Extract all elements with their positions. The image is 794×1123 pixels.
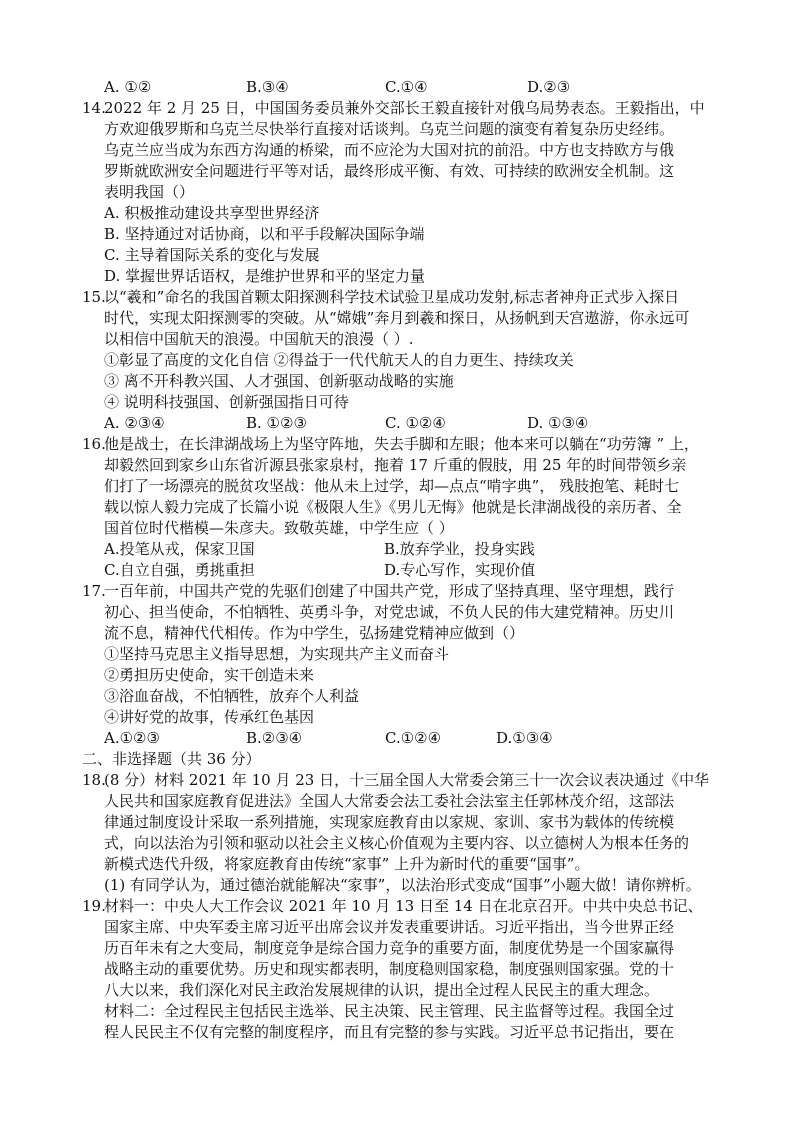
section-heading: 二、非选择题（共 36 分） (82, 750, 261, 768)
q15-option-a[interactable]: A. ②③④ (104, 414, 165, 432)
q13-option-b[interactable]: B.③④ (246, 78, 289, 96)
q16-stem-line: 国首位时代楷模—朱彦夫。致敬英雄，中学生应（ ） (104, 519, 454, 537)
q14-option-c[interactable]: C. 主导着国际关系的变化与发展 (104, 246, 320, 264)
q15-option-d[interactable]: D. ①③④ (527, 414, 589, 432)
q15-options (0, 413, 794, 433)
q13-option-d[interactable]: D.②③ (527, 78, 571, 96)
q14-stem-line: 乌克兰应当成为东西方沟通的桥梁，而不应沦为大国对抗的前沿。中方也支持欧方与俄 (104, 141, 675, 159)
q17-statement: ④讲好党的故事，传承红色基因 (104, 708, 315, 726)
q18-number: 18. (82, 771, 106, 789)
q19-stem-line: 程人民民主不仅有完整的制度程序，而且有完整的参与实践。习近平总书记指出，要在 (104, 1023, 675, 1041)
q18-subquestion: (1) 有同学认为，通过德治就能解决“家事”，以法治形式变成“国事”小题大做！请你辨析。 (104, 876, 701, 894)
q19-stem-line: 材料二：全过程民主包括民主选举、民主决策、民主管理、民主监督等过程。我国全过 (104, 1002, 675, 1020)
q17-statement: ①坚持马克思主义指导思想，为实现共产主义而奋斗 (104, 645, 450, 663)
q15-stem-line: 以相信中国航天的浪漫。中国航天的浪漫（ ）. (104, 330, 414, 348)
q16-stem-line: 们打了一场漂亮的脱贫攻坚战：他从未上过学，却—点点“啃字典”， 残肢抱笔、耗时七 (104, 477, 680, 495)
q17-stem-line: 一百年前，中国共产党的先驱们创建了中国共产党，形成了坚持真理、坚守理想，践行 (104, 582, 675, 600)
q15-statement: ③ 离不开科教兴国、人才强国、创新驱动战略的实施 (104, 372, 454, 390)
q13-options (0, 77, 794, 97)
q13-option-c[interactable]: C.①④ (385, 78, 428, 96)
q15-option-b[interactable]: B. ①②③ (246, 414, 307, 432)
q14-stem-line: 方欢迎俄罗斯和乌克兰尽快举行直接对话谈判。乌克兰问题的演变有着复杂历史经纬。 (104, 120, 675, 138)
q16-option-b[interactable]: B.放弃学业，投身实践 (384, 540, 535, 558)
q16-option-d[interactable]: D.专心写作，实现价值 (384, 561, 536, 579)
q19-stem-line: 历百年未有之大变局，制度竞争是综合国力竞争的重要方面，制度优势是一个国家赢得 (104, 939, 675, 957)
q14-option-b[interactable]: B. 坚持通过对话协商，以和平手段解决国际争端 (104, 225, 425, 243)
q17-statement: ③浴血奋战，不怕牺牲，放弃个人利益 (104, 687, 360, 705)
q16-options-row2 (0, 560, 794, 580)
q17-option-a[interactable]: A.①②③ (104, 729, 160, 747)
q16-option-a[interactable]: A.投笔从戎，保家卫国 (104, 540, 255, 558)
q14-number: 14. (82, 99, 106, 117)
q16-stem-line: 他是战士，在长津湖战场上为坚守阵地，失去手脚和左眼；他本来可以躺在“功劳簿 ” 上， (104, 435, 699, 453)
q16-option-c[interactable]: C.自立自强，勇挑重担 (104, 561, 255, 579)
q13-option-a[interactable]: A. ①② (104, 78, 152, 96)
q15-statement: ①彰显了高度的文化自信 ②得益于一代代航天人的自力更生、持续攻关 (104, 351, 574, 369)
q15-stem-line: 时代，实现太阳探测零的突破。从“嫦娥”奔月到羲和探日，从扬帆到天宫遨游，你永远可 (104, 309, 690, 327)
q16-number: 16. (82, 435, 106, 453)
q16-stem-line: 载以惊人毅力完成了长篇小说《极限人生》《男儿无悔》他就是长津湖战役的亲历者、全 (104, 498, 682, 516)
q17-stem-line: 流不息，精神代代相传。作为中学生，弘扬建党精神应做到（） (104, 624, 525, 642)
q17-option-b[interactable]: B.②③④ (246, 729, 303, 747)
q19-stem-line: 战略主动的重要优势。历史和现实都表明，制度稳则国家稳，制度强则国家强。党的十 (104, 960, 675, 978)
q16-options-row1 (0, 539, 794, 559)
q14-stem-line: 2022 年 2 月 25 日，中国国务委员兼外交部长王毅直接针对俄乌局势表态。王毅指出，中 (104, 99, 705, 117)
q17-options (0, 728, 794, 748)
q16-stem-line: 却毅然回到家乡山东省沂源县张家泉村，拖着 17 斤重的假肢，用 25 年的时间带领乡亲 (104, 456, 687, 474)
q19-stem-line: 国家主席、中央军委主席习近平出席会议并发表重要讲话。习近平指出，当今世界正经 (104, 918, 675, 936)
q17-stem-line: 初心、担当使命，不怕牺牲、英勇斗争，对党忠诚，不负人民的伟大建党精神。历史川 (104, 603, 675, 621)
q19-stem-line: 八大以来，我们深化对民主政治发展规律的认识，提出全过程人民民主的重大理念。 (104, 981, 660, 999)
q18-stem-line: 律通过制度设计采取一系列措施，实现家庭教育由以家规、家训、家书为载体的传统模 (104, 813, 675, 831)
q18-stem-line: 式，向以法治为引领和驱动以社会主义核心价值观为主要内容、以立德树人为根本任务的 (104, 834, 690, 852)
q15-option-c[interactable]: C. ①②④ (385, 414, 446, 432)
q18-stem-line: 新模式迭代升级，将家庭教育由传统“家事” 上升为新时代的重要“国事”。 (104, 855, 590, 873)
q17-number: 17. (82, 582, 106, 600)
q17-statement: ②勇担历史使命，实干创造未来 (104, 666, 315, 684)
q14-option-d[interactable]: D. 掌握世界话语权，是维护世界和平的坚定力量 (104, 267, 426, 285)
q17-option-c[interactable]: C.①②④ (385, 729, 442, 747)
q18-stem-line: (8 分）材料 2021 年 10 月 23 日，十三届全国人大常委会第三十一次会议表决通过《中华 (104, 771, 710, 789)
q18-stem-line: 人民共和国家庭教育促进法》全国人大常委会法工委社会法室主任郭林茂介绍，这部法 (104, 792, 675, 810)
q14-stem-line: 表明我国（） (104, 183, 195, 201)
q19-stem-line: 材料一：中央人大工作会议 2021 年 10 月 13 日至 14 日在北京召开。中共中央总书记、 (104, 897, 703, 915)
q15-stem-line: 以“羲和”命名的我国首颗太阳探测科学技术试验卫星成功发射,标志者神舟正式步入探日 (104, 288, 680, 306)
q14-option-a[interactable]: A. 积极推动建设共享型世界经济 (104, 204, 320, 222)
q15-statement: ④ 说明科技强国、创新强国指日可待 (104, 393, 349, 411)
q19-number: 19. (82, 897, 106, 915)
q14-stem-line: 罗斯就欧洲安全问题进行平等对话，最终形成平衡、有效、可持续的欧洲安全机制。这 (104, 162, 675, 180)
q15-number: 15. (82, 288, 106, 306)
q17-option-d[interactable]: D.①③④ (496, 729, 553, 747)
